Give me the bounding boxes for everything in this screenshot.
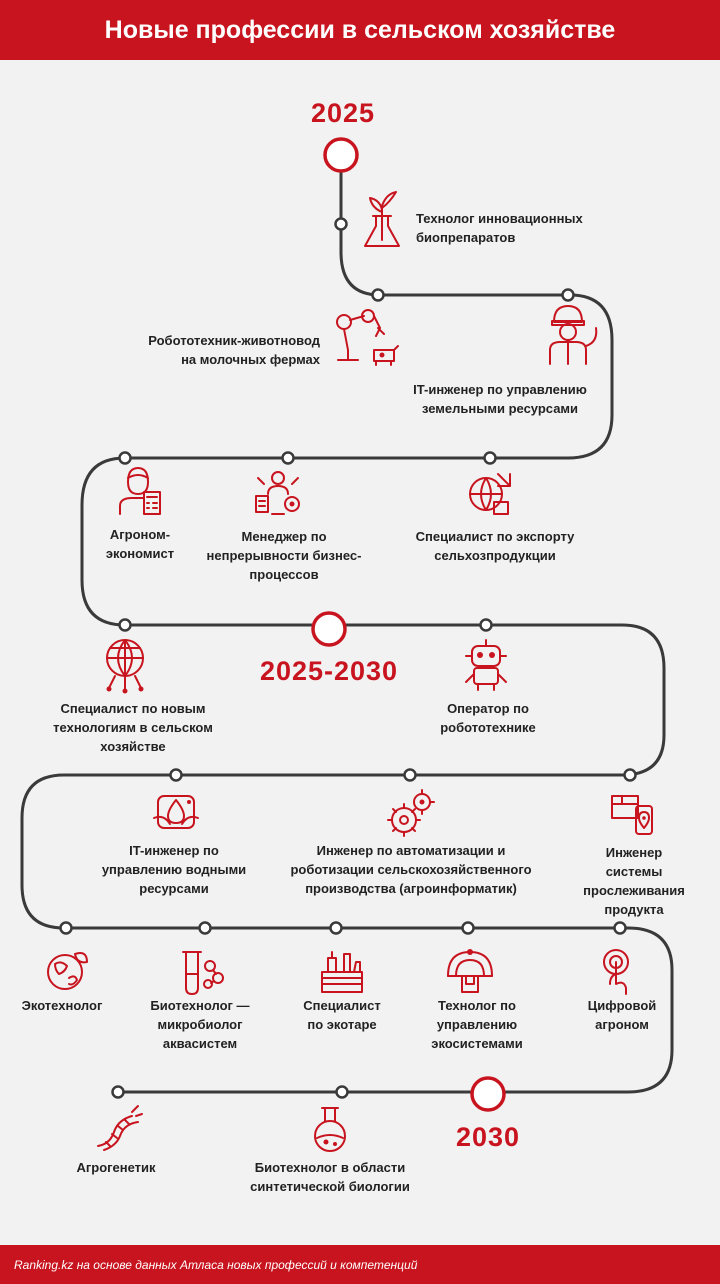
profession-label: Технолог инновационных биопрепаратов	[416, 211, 583, 245]
dna-icon	[98, 1106, 142, 1150]
timeline-dot	[405, 770, 416, 781]
timeline-dot	[485, 453, 496, 464]
profession-label: Специалист по экспорту сельхозпродукции	[415, 529, 575, 563]
profession-label: Специалист по новым технологиям в сельском хозяйстве	[53, 701, 213, 754]
box-phone-pin-icon	[612, 796, 652, 834]
timeline-dot	[61, 923, 72, 934]
timeline-dot	[336, 219, 347, 230]
robot-arm-cow-icon	[337, 310, 398, 365]
profession-label: Специалист по экотаре	[303, 998, 381, 1032]
ecosystem-icon	[448, 949, 492, 992]
timeline-dot	[615, 923, 626, 934]
touch-icon	[604, 950, 628, 994]
timeline-dot	[481, 620, 492, 631]
timeline-dot	[463, 923, 474, 934]
timeline-dot	[563, 290, 574, 301]
timeline-dot	[337, 1087, 348, 1098]
network-globe-icon	[107, 640, 144, 694]
profession-label: Цифровой агроном	[587, 998, 657, 1032]
timeline-dot	[625, 770, 636, 781]
water-drop-icon	[154, 796, 198, 828]
year-middle: 2025-2030	[259, 656, 399, 686]
eco-globe-icon	[48, 953, 87, 989]
eco-package-icon	[322, 952, 362, 992]
manager-gears-icon	[256, 472, 299, 514]
year-start: 2025	[310, 98, 376, 128]
profession-label: Инженер системы прослеживания продукта	[583, 845, 685, 917]
timeline-dot	[283, 453, 294, 464]
gears-icon	[388, 790, 434, 836]
profession-label: Биотехнолог — микробиолог аквасистем	[150, 998, 250, 1051]
profession-label: Робототехник-животновод на молочных фермах	[148, 333, 320, 367]
milestone-2030	[472, 1078, 504, 1110]
profession-label: Инженер по автоматизации и роботизации сельскохозяйственного производства (агроинформатик)	[290, 843, 532, 896]
timeline-dot	[171, 770, 182, 781]
profession-label: Биотехнолог в области синтетической биологии	[250, 1160, 410, 1194]
timeline-dot	[331, 923, 342, 934]
milestone-2025-2030	[313, 613, 345, 645]
profession-label: Экотехнолог	[21, 998, 103, 1013]
footer-source: Ranking.kz на основе данных Атласа новых профессий и компетенций	[0, 1245, 720, 1284]
profession-label: Агроном- экономист	[105, 527, 175, 561]
flask-sprout-icon	[365, 192, 399, 246]
agronomist-calculator-icon	[120, 468, 160, 514]
timeline-dot	[373, 290, 384, 301]
engineer-icon	[550, 306, 596, 364]
profession-label: Агрогенетик	[76, 1160, 156, 1175]
profession-label: Менеджер по непрерывности бизнес- процессов	[206, 529, 362, 582]
timeline-dot	[113, 1087, 124, 1098]
round-flask-icon	[315, 1108, 345, 1151]
profession-label: IT-инженер по управлению земельными ресурсами	[413, 382, 587, 416]
test-tube-icon	[183, 952, 223, 994]
globe-export-icon	[470, 474, 510, 514]
timeline-dot	[120, 453, 131, 464]
timeline-dot	[120, 620, 131, 631]
profession-label: IT-инженер по управлению водными ресурсами	[101, 843, 247, 896]
profession-label: Технолог по управлению экосистемами	[431, 998, 523, 1051]
robot-icon	[466, 640, 506, 690]
year-end: 2030	[455, 1122, 521, 1152]
milestone-2025	[325, 139, 357, 171]
page-title: Новые профессии в сельском хозяйстве	[0, 0, 720, 60]
profession-label: Оператор по робототехнике	[440, 701, 536, 735]
timeline-dot	[200, 923, 211, 934]
